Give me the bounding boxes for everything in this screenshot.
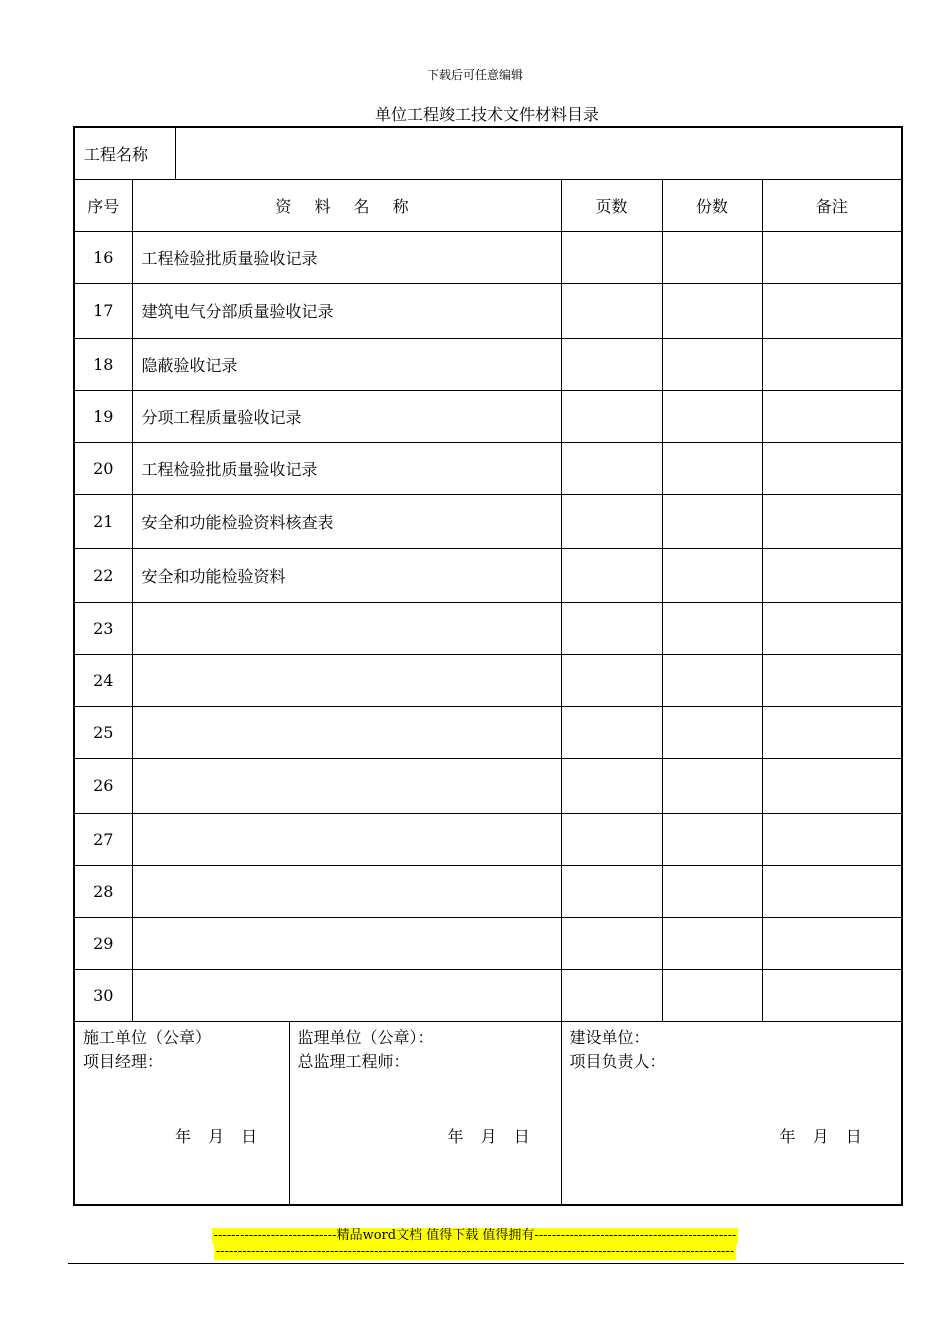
row-remarks[interactable] (762, 548, 902, 602)
row-material-name[interactable] (132, 602, 561, 654)
row-number: 27 (74, 813, 132, 865)
row-pages[interactable] (561, 494, 662, 548)
supervision-signature (289, 1021, 561, 1205)
row-pages[interactable] (561, 654, 662, 706)
row-material-name[interactable] (132, 706, 561, 758)
table-row (74, 283, 902, 338)
table-row (74, 706, 902, 758)
supervision-unit-label: 监理单位（公章）： (297, 1027, 434, 1047)
row-pages[interactable] (561, 442, 662, 494)
row-pages[interactable] (561, 338, 662, 390)
row-pages[interactable] (561, 706, 662, 758)
row-copies[interactable] (662, 865, 762, 917)
table-row (74, 969, 902, 1021)
owner-date: 年 月 日 (779, 1126, 862, 1146)
row-material-name[interactable]: 隐蔽验收记录 (132, 338, 561, 390)
chief-supervisor-label: 总监理工程师： (297, 1051, 410, 1071)
table-row (74, 917, 902, 969)
row-pages[interactable] (561, 231, 662, 283)
row-copies[interactable] (662, 548, 762, 602)
row-copies[interactable] (662, 442, 762, 494)
construction-unit-label: 施工单位（公章） (83, 1027, 212, 1047)
row-remarks[interactable] (762, 813, 902, 865)
row-pages[interactable] (561, 548, 662, 602)
row-material-name[interactable]: 建筑电气分部质量验收记录 (132, 283, 561, 338)
row-number: 29 (74, 917, 132, 969)
row-copies[interactable] (662, 494, 762, 548)
row-number: 21 (74, 494, 132, 548)
row-material-name[interactable]: 分项工程质量验收记录 (132, 390, 561, 442)
column-header-pages: 页数 (561, 179, 662, 231)
row-copies[interactable] (662, 654, 762, 706)
row-number: 17 (74, 283, 132, 338)
row-material-name[interactable] (132, 654, 561, 706)
column-header-num: 序号 (74, 179, 132, 231)
row-remarks[interactable] (762, 917, 902, 969)
row-copies[interactable] (662, 758, 762, 813)
row-remarks[interactable] (762, 494, 902, 548)
construction-date: 年 月 日 (175, 1126, 258, 1146)
row-pages[interactable] (561, 390, 662, 442)
row-number: 30 (74, 969, 132, 1021)
row-number: 26 (74, 758, 132, 813)
table-row (74, 602, 902, 654)
row-remarks[interactable] (762, 283, 902, 338)
row-pages[interactable] (561, 283, 662, 338)
footer-line-2: ---------------------------------------------------------------------------------------------------------------------- (215, 1244, 735, 1259)
table-row (74, 758, 902, 813)
row-pages[interactable] (561, 917, 662, 969)
row-material-name[interactable] (132, 813, 561, 865)
row-material-name[interactable]: 工程检验批质量验收记录 (132, 231, 561, 283)
column-header-row (74, 179, 902, 231)
owner-unit-label: 建设单位： (569, 1027, 650, 1047)
row-number: 25 (74, 706, 132, 758)
construction-signature (74, 1021, 289, 1205)
table-row (74, 338, 902, 390)
row-remarks[interactable] (762, 654, 902, 706)
row-material-name[interactable] (132, 758, 561, 813)
row-material-name[interactable] (132, 969, 561, 1021)
project-name-value[interactable] (175, 127, 902, 179)
project-lead-label: 项目负责人： (569, 1051, 666, 1071)
row-copies[interactable] (662, 706, 762, 758)
row-number: 24 (74, 654, 132, 706)
row-copies[interactable] (662, 283, 762, 338)
row-copies[interactable] (662, 917, 762, 969)
row-material-name[interactable]: 工程检验批质量验收记录 (132, 442, 561, 494)
column-header-copies: 份数 (662, 179, 762, 231)
bottom-rule (68, 1263, 904, 1264)
row-copies[interactable] (662, 969, 762, 1021)
row-pages[interactable] (561, 602, 662, 654)
row-number: 18 (74, 338, 132, 390)
row-remarks[interactable] (762, 758, 902, 813)
row-copies[interactable] (662, 231, 762, 283)
table-row (74, 494, 902, 548)
row-pages[interactable] (561, 865, 662, 917)
header-note: 下载后可任意编辑 (426, 68, 523, 82)
row-copies[interactable] (662, 813, 762, 865)
row-number: 28 (74, 865, 132, 917)
supervision-date: 年 月 日 (447, 1126, 530, 1146)
table-row (74, 865, 902, 917)
row-copies[interactable] (662, 338, 762, 390)
row-material-name[interactable] (132, 865, 561, 917)
row-number: 19 (74, 390, 132, 442)
footer-line-1: ----------------------------精品word文档 值得下载 值得拥有---------------------------------------------- (213, 1228, 737, 1243)
table-row (74, 654, 902, 706)
row-number: 23 (74, 602, 132, 654)
materials-table (73, 126, 903, 1206)
row-remarks[interactable] (762, 442, 902, 494)
row-number: 20 (74, 442, 132, 494)
row-number: 16 (74, 231, 132, 283)
row-pages[interactable] (561, 758, 662, 813)
table-row (74, 442, 902, 494)
owner-signature (561, 1021, 902, 1205)
row-remarks[interactable] (762, 969, 902, 1021)
row-pages[interactable] (561, 813, 662, 865)
signature-row (74, 1021, 902, 1205)
project-name-label: 工程名称 (74, 127, 175, 179)
column-header-remarks: 备注 (762, 179, 902, 231)
row-material-name[interactable]: 安全和功能检验资料 (132, 548, 561, 602)
project-manager-label: 项目经理： (83, 1051, 164, 1071)
footer-banner (0, 1228, 950, 1260)
row-remarks[interactable] (762, 706, 902, 758)
row-remarks[interactable] (762, 231, 902, 283)
row-copies[interactable] (662, 602, 762, 654)
row-remarks[interactable] (762, 865, 902, 917)
row-number: 22 (74, 548, 132, 602)
document-title: 单位工程竣工技术文件材料目录 (374, 105, 599, 124)
row-remarks[interactable] (762, 602, 902, 654)
project-name-row (74, 127, 902, 179)
table-row (74, 813, 902, 865)
row-pages[interactable] (561, 969, 662, 1021)
table-row (74, 231, 902, 283)
row-copies[interactable] (662, 390, 762, 442)
row-material-name[interactable] (132, 917, 561, 969)
row-remarks[interactable] (762, 338, 902, 390)
table-row (74, 390, 902, 442)
column-header-name: 资 料 名 称 (132, 179, 561, 231)
row-remarks[interactable] (762, 390, 902, 442)
table-row (74, 548, 902, 602)
row-material-name[interactable]: 安全和功能检验资料核查表 (132, 494, 561, 548)
